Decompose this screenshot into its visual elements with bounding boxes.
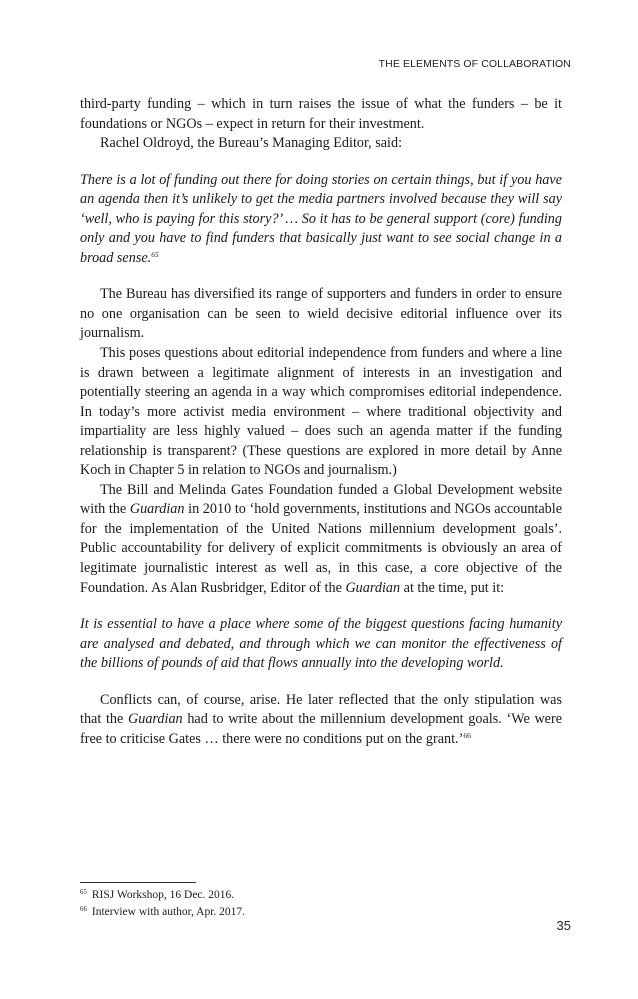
footnote-ref: 65 — [151, 249, 159, 259]
footnotes — [80, 882, 562, 920]
block-quote — [80, 171, 562, 269]
running-header: THE ELEMENTS OF COLLABORATION — [378, 58, 571, 70]
footnote-rule — [80, 882, 196, 883]
footnote-number: 65 — [80, 888, 87, 896]
footnote — [80, 904, 562, 921]
page-number: 35 — [556, 918, 571, 933]
body-text — [80, 95, 562, 749]
footnote — [80, 887, 562, 904]
footnote-text: Interview with author, Apr. 2017. — [91, 905, 246, 918]
paragraph: This poses questions about editorial independence from funders and where a line is drawn between a legitimate alignment of interests in an investigation and potentially steering an agenda in a way which compromises editorial independence. In today’s more activist media environment – where traditional objectivity and impartiality are less highly valued – does such an agenda matter if the funding relationship is transparent? (These questions are explored in more detail by Anne Koch in Chapter 5 in relation to NGOs and journalism.) — [80, 345, 562, 479]
paragraph: The Bill and Melinda Gates Foundation funded a Global Development website with the Guardian in 2010 to ‘hold governments, institutions and NGOs accountable for the implementation of the United Nations millennium development goals’. Public accountability for delivery of explicit commitments is obviously an area of legitimate journalistic interest as well as, in this case, a core objective of the Foundation. As Alan Rusbridger, Editor of the Guardian at the time, put it: — [80, 481, 563, 596]
footnote-text: RISJ Workshop, 16 Dec. 2016. — [91, 889, 235, 901]
paragraph: Rachel Oldroyd, the Bureau’s Managing Editor, said: — [100, 135, 403, 152]
quote-text: There is a lot of funding out there for doing stories on certain things, but if you have an agenda then it’s unlikely to get the media partners involved because they will say ‘well, who is paying for this story?’ … So it has to be general support (core) funding only and you have to find funders that basically just want to see social change in a broad sense. — [80, 171, 562, 266]
paragraph: The Bureau has diversified its range of supporters and funders in order to ensure no one organisation can be seen to wield decisive editorial influence over its journalism. — [80, 286, 562, 342]
footnote-ref: 66 — [463, 730, 471, 740]
quote-text: It is essential to have a place where some of the biggest questions facing humanity are analysed and debated, and through which we can monitor the effectiveness of the billions of pounds of aid that flows annually into the developing world. — [80, 616, 562, 672]
paragraph: Conflicts can, of course, arise. He later reflected that the only stipulation was that the Guardian had to write about the millennium development goals. ‘We were free to criticise Gates … there were no conditions put on the grant.’$^{66}$ — [80, 691, 563, 747]
paragraph: third-party funding – which in turn raises the issue of what the funders – be it foundations or NGOs – expect in return for their investment. — [80, 96, 562, 132]
publication-title: Guardian — [129, 501, 185, 518]
publication-title: Guardian — [345, 579, 401, 596]
publication-title: Guardian — [127, 711, 183, 728]
block-quote — [80, 615, 562, 674]
footnote-number: 66 — [80, 904, 87, 913]
